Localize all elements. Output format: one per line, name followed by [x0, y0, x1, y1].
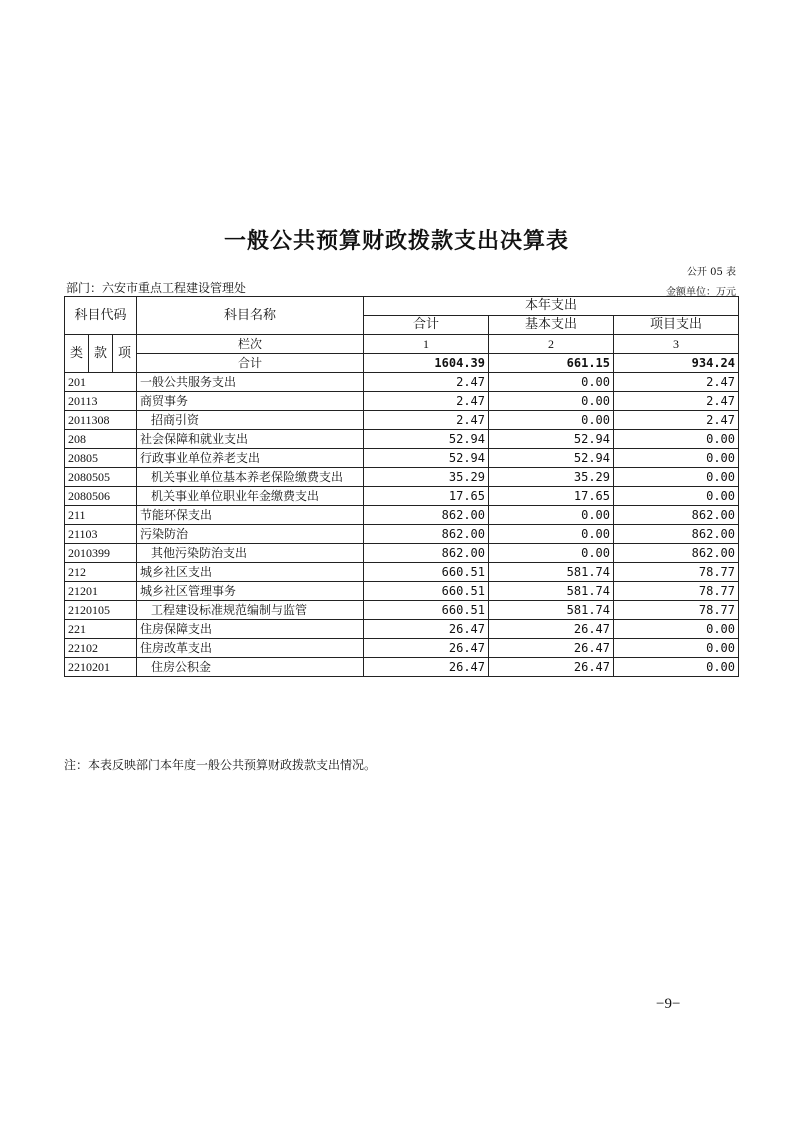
project-amount-cell: 862.00: [614, 506, 739, 525]
total-amount-cell: 17.65: [364, 487, 489, 506]
table-row: [65, 563, 739, 582]
basic-amount-cell: 0.00: [489, 411, 614, 430]
subject-name-cell: 住房保障支出: [137, 620, 364, 639]
total-amount-cell: 52.94: [364, 430, 489, 449]
total-amount-cell: 862.00: [364, 525, 489, 544]
year-expense-header: 本年支出: [364, 297, 739, 316]
basic-amount-cell: 35.29: [489, 468, 614, 487]
project-amount-cell: 0.00: [614, 658, 739, 677]
subject-code-header: 科目代码: [65, 297, 137, 335]
class-lei-header: 类: [65, 335, 89, 373]
subject-code-cell: 2120105: [65, 601, 137, 620]
table-row: [65, 430, 739, 449]
subject-code-cell: 212: [65, 563, 137, 582]
subject-name-cell: 招商引资: [137, 411, 364, 430]
subject-name-cell: 城乡社区管理事务: [137, 582, 364, 601]
project-amount-cell: 0.00: [614, 468, 739, 487]
subject-name-cell: 污染防治: [137, 525, 364, 544]
subject-code-cell: 2080505: [65, 468, 137, 487]
total-amount-cell: 26.47: [364, 639, 489, 658]
total-basic: 661.15: [489, 354, 614, 373]
column-index-2: 2: [489, 335, 614, 354]
subject-code-cell: 2080506: [65, 487, 137, 506]
subject-name-cell: 机关事业单位基本养老保险缴费支出: [137, 468, 364, 487]
table-row: [65, 601, 739, 620]
table-row: [65, 506, 739, 525]
subject-name-cell: 工程建设标准规范编制与监管: [137, 601, 364, 620]
basic-amount-cell: 0.00: [489, 392, 614, 411]
basic-amount-cell: 0.00: [489, 525, 614, 544]
basic-amount-cell: 52.94: [489, 449, 614, 468]
basic-amount-cell: 17.65: [489, 487, 614, 506]
total-amount-cell: 660.51: [364, 601, 489, 620]
total-amount-cell: 26.47: [364, 658, 489, 677]
page-number: −9−: [656, 996, 681, 1012]
class-xiang-header: 项: [113, 335, 137, 373]
basic-amount-cell: 581.74: [489, 563, 614, 582]
total-amount: 1604.39: [364, 354, 489, 373]
subject-code-cell: 2210201: [65, 658, 137, 677]
basic-amount-cell: 0.00: [489, 544, 614, 563]
page-title: 一般公共预算财政拨款支出决算表: [223, 229, 569, 254]
project-amount-cell: 2.47: [614, 411, 739, 430]
subject-code-cell: 21103: [65, 525, 137, 544]
column-index-row: [65, 335, 739, 354]
subject-name-cell: 行政事业单位养老支出: [137, 449, 364, 468]
table-note: 注：本表反映部门本年度一般公共预算财政拨款支出情况。: [64, 758, 377, 772]
project-amount-cell: 0.00: [614, 639, 739, 658]
project-amount-cell: 2.47: [614, 392, 739, 411]
header-row-top: [65, 297, 739, 316]
table-row: [65, 620, 739, 639]
project-amount-cell: 2.47: [614, 373, 739, 392]
project-amount-cell: 0.00: [614, 449, 739, 468]
subject-code-cell: 201: [65, 373, 137, 392]
form-number: 公开 05 表: [686, 267, 736, 278]
column-index-1: 1: [364, 335, 489, 354]
lanci-label: 栏次: [137, 335, 364, 354]
basic-amount-cell: 581.74: [489, 601, 614, 620]
basic-amount-cell: 26.47: [489, 620, 614, 639]
subject-code-cell: 20805: [65, 449, 137, 468]
table-row: [65, 639, 739, 658]
amount-unit-label: 金额单位：万元: [666, 287, 736, 298]
subject-name-cell: 住房改革支出: [137, 639, 364, 658]
total-label: 合计: [137, 354, 364, 373]
total-column-header: 合计: [364, 316, 489, 335]
total-amount-cell: 660.51: [364, 582, 489, 601]
total-amount-cell: 52.94: [364, 449, 489, 468]
table-row: [65, 449, 739, 468]
basic-amount-cell: 26.47: [489, 658, 614, 677]
table-row: [65, 658, 739, 677]
subject-name-cell: 住房公积金: [137, 658, 364, 677]
project-amount-cell: 0.00: [614, 620, 739, 639]
project-amount-cell: 78.77: [614, 601, 739, 620]
project-amount-cell: 0.00: [614, 430, 739, 449]
subject-name-cell: 其他污染防治支出: [137, 544, 364, 563]
basic-amount-cell: 52.94: [489, 430, 614, 449]
department-label: 部门：六安市重点工程建设管理处: [66, 281, 247, 295]
project-amount-cell: 78.77: [614, 582, 739, 601]
project-amount-cell: 862.00: [614, 525, 739, 544]
basic-amount-cell: 581.74: [489, 582, 614, 601]
subject-code-cell: 22102: [65, 639, 137, 658]
table-row: [65, 373, 739, 392]
total-row: [65, 354, 739, 373]
class-kuan-header: 款: [89, 335, 113, 373]
subject-code-cell: 2010399: [65, 544, 137, 563]
table-row: [65, 468, 739, 487]
total-amount-cell: 862.00: [364, 506, 489, 525]
subject-name-cell: 节能环保支出: [137, 506, 364, 525]
total-amount-cell: 26.47: [364, 620, 489, 639]
basic-amount-cell: 26.47: [489, 639, 614, 658]
table-row: [65, 544, 739, 563]
total-amount-cell: 2.47: [364, 392, 489, 411]
budget-table: [64, 296, 739, 677]
total-project: 934.24: [614, 354, 739, 373]
project-amount-cell: 862.00: [614, 544, 739, 563]
table-row: [65, 525, 739, 544]
subject-code-cell: 2011308: [65, 411, 137, 430]
total-amount-cell: 660.51: [364, 563, 489, 582]
subject-code-cell: 221: [65, 620, 137, 639]
total-amount-cell: 35.29: [364, 468, 489, 487]
total-amount-cell: 2.47: [364, 373, 489, 392]
basic-amount-cell: 0.00: [489, 506, 614, 525]
total-amount-cell: 2.47: [364, 411, 489, 430]
subject-name-header: 科目名称: [137, 297, 364, 335]
total-amount-cell: 862.00: [364, 544, 489, 563]
subject-name-cell: 社会保障和就业支出: [137, 430, 364, 449]
subject-name-cell: 商贸事务: [137, 392, 364, 411]
subject-code-cell: 208: [65, 430, 137, 449]
subject-code-cell: 21201: [65, 582, 137, 601]
table-row: [65, 487, 739, 506]
subject-name-cell: 城乡社区支出: [137, 563, 364, 582]
basic-amount-cell: 0.00: [489, 373, 614, 392]
project-amount-cell: 0.00: [614, 487, 739, 506]
subject-code-cell: 20113: [65, 392, 137, 411]
table-row: [65, 411, 739, 430]
table-row: [65, 392, 739, 411]
subject-code-cell: 211: [65, 506, 137, 525]
subject-name-cell: 一般公共服务支出: [137, 373, 364, 392]
column-index-3: 3: [614, 335, 739, 354]
project-amount-cell: 78.77: [614, 563, 739, 582]
basic-column-header: 基本支出: [489, 316, 614, 335]
table-row: [65, 582, 739, 601]
subject-name-cell: 机关事业单位职业年金缴费支出: [137, 487, 364, 506]
project-column-header: 项目支出: [614, 316, 739, 335]
